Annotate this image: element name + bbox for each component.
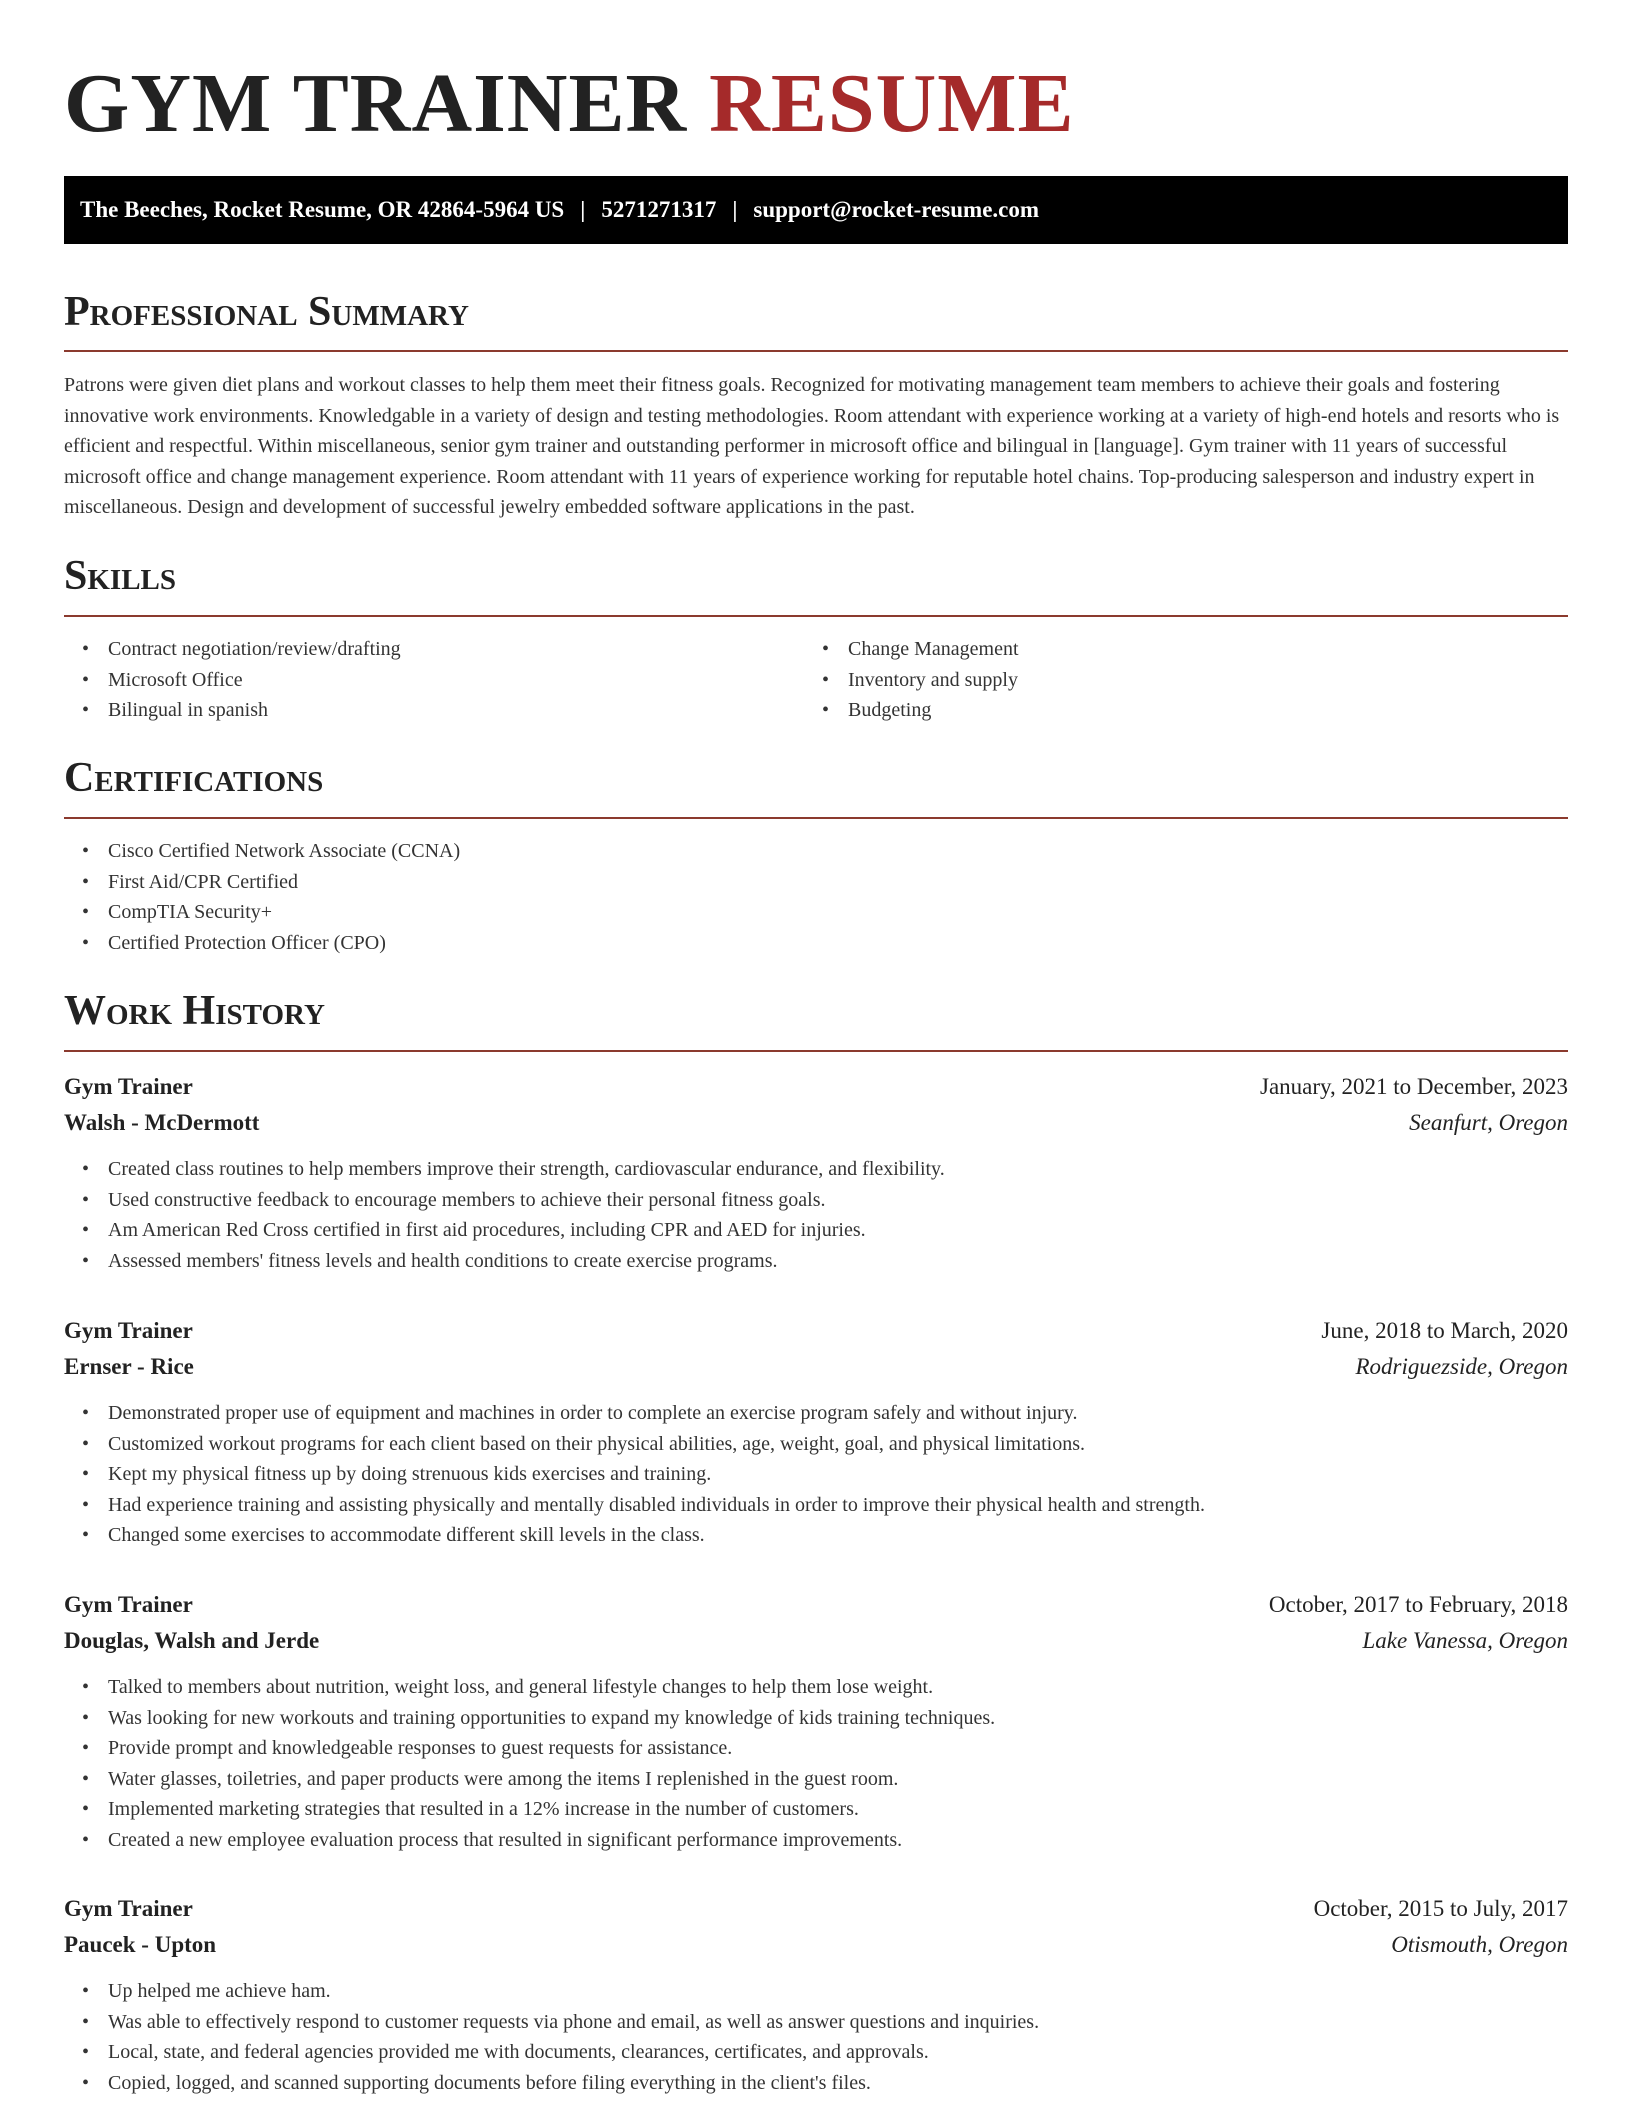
certifications-heading: Certifications xyxy=(64,755,324,801)
job-entry xyxy=(64,1313,1568,1551)
job-dates: June, 2018 to March, 2020 xyxy=(1321,1318,1568,1343)
job-dates: January, 2021 to December, 2023 xyxy=(1260,1074,1568,1099)
job-location: Otismouth, Oregon xyxy=(1391,1932,1568,1957)
duty-item: • Created a new employee evaluation process that resulted in significant performance improvements. xyxy=(82,1828,903,1851)
duty-item: • Talked to members about nutrition, weight loss, and general lifestyle changes to help them lose weight. xyxy=(82,1676,934,1698)
job-location: Rodriguezside, Oregon xyxy=(1355,1354,1568,1379)
duty-item: • Had experience training and assisting physically and mentally disabled individuals in order to improve their physical health and strength. xyxy=(82,1493,1205,1516)
duty-item: • Created class routines to help members improve their strength, cardiovascular endurance, and flexibility. xyxy=(82,1158,945,1180)
skills-divider xyxy=(64,615,1568,617)
company-name: Douglas, Walsh and Jerde xyxy=(64,1628,320,1653)
job-title: Gym Trainer xyxy=(64,1074,193,1099)
job-duties xyxy=(64,1672,1568,1856)
title-accent: RESUME xyxy=(709,57,1075,150)
duty-item: • Provide prompt and knowledgeable responses to guest requests for assistance. xyxy=(82,1737,733,1760)
contact-phone: 5271271317 xyxy=(601,197,717,222)
certifications-divider xyxy=(64,817,1568,819)
skills-list-right xyxy=(804,634,1568,726)
work-history-heading: Work History xyxy=(64,988,325,1034)
company-name: Ernser - Rice xyxy=(64,1354,194,1379)
certifications-list xyxy=(64,836,1568,958)
contact-separator: | xyxy=(580,197,586,222)
summary-text: Patrons were given diet plans and workout classes to help them meet their fitness goals. Recognized for motivating management team members to achieve their goals and fostering innovative work environments. Knowledgable in a variety of design and testing methodologies. Room attendant with experience working at a variety of high-end hotels and resorts who is efficient and respectful. Within miscellaneous, senior gym trainer and outstanding performer in microsoft office and bilingual in [language]. Gym trainer with 11 years of successful microsoft office and change management experience. Room attendant with 11 years of experience working for reputable hotel chains. Top-producing salesperson and industry expert in miscellaneous. Design and development of successful jewelry embedded software applications in the past. xyxy=(64,374,1560,519)
job-title: Gym Trainer xyxy=(64,1896,193,1921)
job-entry xyxy=(64,1891,1568,2098)
duty-item: • Up helped me achieve ham. xyxy=(82,1980,331,2002)
job-duties xyxy=(64,1154,1568,1276)
duty-item: • Customized workout programs for each client based on their physical abilities, age, weight, goal, and physical limitations. xyxy=(82,1432,1085,1455)
skills-list-left xyxy=(64,634,804,726)
certification-item: • First Aid/CPR Certified xyxy=(82,870,299,893)
work-history-divider xyxy=(64,1050,1568,1052)
company-name: Paucek - Upton xyxy=(64,1932,217,1957)
skill-item: • Microsoft Office xyxy=(82,668,243,691)
job-title: Gym Trainer xyxy=(64,1318,193,1343)
duty-item: • Water glasses, toiletries, and paper products were among the items I replenished in the guest room. xyxy=(82,1767,899,1790)
job-location: Seanfurt, Oregon xyxy=(1409,1110,1568,1135)
job-entry xyxy=(64,1069,1568,1276)
duty-item: • Kept my physical fitness up by doing strenuous kids exercises and training. xyxy=(82,1463,712,1486)
skill-item: • Change Management xyxy=(822,638,1019,660)
skill-item: • Inventory and supply xyxy=(822,668,1018,691)
duty-item: • Used constructive feedback to encourage members to achieve their personal fitness goals. xyxy=(82,1188,826,1211)
duty-item: • Implemented marketing strategies that resulted in a 12% increase in the number of customers. xyxy=(82,1798,859,1821)
duty-item: • Was looking for new workouts and training opportunities to expand my knowledge of kids training techniques. xyxy=(82,1706,996,1729)
job-dates: October, 2017 to February, 2018 xyxy=(1268,1592,1568,1617)
certification-item: • Certified Protection Officer (CPO) xyxy=(82,931,386,954)
resume-title xyxy=(64,56,1075,152)
contact-address: The Beeches, Rocket Resume, OR 42864-5964 US xyxy=(80,197,565,222)
job-dates: October, 2015 to July, 2017 xyxy=(1313,1896,1568,1921)
job-duties xyxy=(64,1398,1568,1551)
duty-item: • Demonstrated proper use of equipment and machines in order to complete an exercise program safely and without injury. xyxy=(82,1402,1078,1424)
certification-item: • CompTIA Security+ xyxy=(82,901,273,924)
job-duties xyxy=(64,1976,1568,2098)
contact-email: support@rocket-resume.com xyxy=(753,197,1040,222)
job-entry xyxy=(64,1587,1568,1856)
certification-item: • Cisco Certified Network Associate (CCNA) xyxy=(82,840,461,862)
summary-heading: Professional Summary xyxy=(64,289,469,335)
contact-bar xyxy=(64,176,1568,244)
duty-item: • Changed some exercises to accommodate different skill levels in the class. xyxy=(82,1524,705,1547)
job-title: Gym Trainer xyxy=(64,1592,193,1617)
job-location: Lake Vanessa, Oregon xyxy=(1362,1628,1568,1653)
duty-item: • Copied, logged, and scanned supporting documents before filing everything in the client's files. xyxy=(82,2071,871,2094)
contact-separator: | xyxy=(732,197,738,222)
duty-item: • Local, state, and federal agencies provided me with documents, clearances, certificates, and approvals. xyxy=(82,2041,929,2064)
duty-item: • Am American Red Cross certified in first aid procedures, including CPR and AED for injuries. xyxy=(82,1219,866,1242)
skills-heading: Skills xyxy=(64,553,177,599)
skill-item: • Budgeting xyxy=(822,699,932,722)
summary-divider xyxy=(64,350,1568,352)
duty-item: • Assessed members' fitness levels and health conditions to create exercise programs. xyxy=(82,1249,778,1272)
company-name: Walsh - McDermott xyxy=(64,1110,260,1135)
duty-item: • Was able to effectively respond to customer requests via phone and email, as well as answer questions and inquiries. xyxy=(82,2010,1040,2033)
skill-item: • Contract negotiation/review/drafting xyxy=(82,638,401,660)
skill-item: • Bilingual in spanish xyxy=(82,699,268,722)
title-main: GYM TRAINER xyxy=(64,57,688,150)
